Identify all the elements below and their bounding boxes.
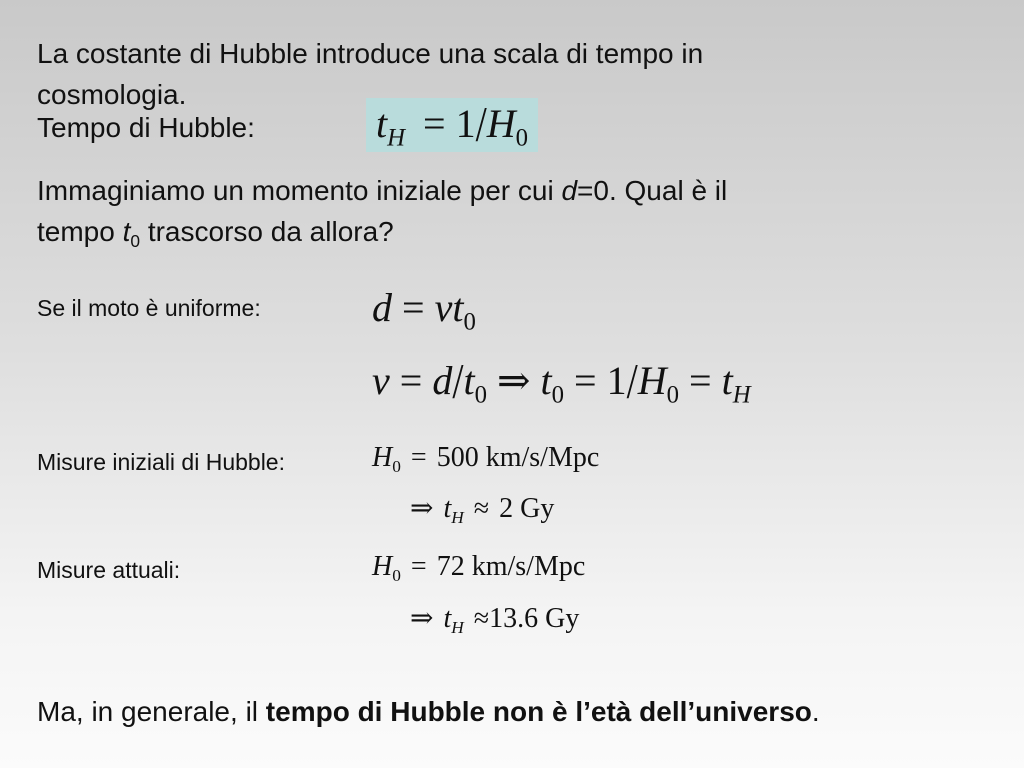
symbol-t: t xyxy=(443,493,452,524)
conclusion-emphasis: tempo di Hubble non è l’età dell’universo xyxy=(265,696,812,727)
initial-result-value: 2 Gy xyxy=(499,493,555,524)
subscript-0: 0 xyxy=(515,124,529,152)
symbol-d: d xyxy=(372,285,392,330)
equals-sign: = xyxy=(689,358,712,403)
symbol-v: v xyxy=(434,285,453,330)
uniform-equation-1 xyxy=(372,284,476,336)
uniform-label: Se il moto è uniforme: xyxy=(37,295,261,321)
equals-sign: = xyxy=(423,101,446,146)
equals-sign: = xyxy=(402,285,425,330)
symbol-t: t xyxy=(376,101,388,146)
question-t: t xyxy=(122,216,131,247)
symbol-t: t xyxy=(721,358,733,403)
question-text-b: =0. Qual è il xyxy=(577,175,728,206)
implies-arrow: ⇒ xyxy=(496,358,531,403)
fraction-slash: / xyxy=(626,352,638,409)
subscript-H: H xyxy=(451,618,464,638)
intro-line-2: cosmologia. xyxy=(37,79,187,110)
initial-H0-equation xyxy=(372,441,599,475)
symbol-t: t xyxy=(540,358,552,403)
subscript-H: H xyxy=(451,508,464,528)
subscript-0: 0 xyxy=(666,381,680,409)
question-d: d xyxy=(561,175,578,206)
question-t-sub: 0 xyxy=(130,231,141,252)
symbol-d: d xyxy=(432,358,453,403)
approx-sign: ≈ xyxy=(473,603,490,634)
current-H0-value: 72 km/s/Mpc xyxy=(436,551,586,582)
subscript-0: 0 xyxy=(463,308,476,336)
equals-sign: = xyxy=(410,551,427,582)
current-hubble-time-result xyxy=(410,602,579,636)
initial-hubble-time-result xyxy=(410,492,554,526)
equals-sign: = xyxy=(574,358,597,403)
subscript-0: 0 xyxy=(392,457,401,477)
conclusion xyxy=(37,695,820,729)
symbol-t: t xyxy=(452,285,464,330)
subscript-0: 0 xyxy=(392,566,401,586)
conclusion-text: Ma, in generale, il xyxy=(37,696,266,727)
equals-sign: = xyxy=(399,358,423,403)
symbol-t: t xyxy=(443,603,452,634)
intro-line-1: La costante di Hubble introduce una scala di tempo in xyxy=(37,38,704,69)
symbol-H: H xyxy=(372,551,393,582)
fraction-slash: / xyxy=(475,95,487,152)
symbol-v: v xyxy=(372,358,390,403)
question-line-1 xyxy=(37,174,727,208)
implies-arrow: ⇒ xyxy=(410,493,434,524)
symbol-H: H xyxy=(486,101,516,146)
subscript-0: 0 xyxy=(474,381,487,409)
equals-sign: = xyxy=(410,442,427,473)
implies-arrow: ⇒ xyxy=(410,603,434,634)
question-text-d: trascorso da allora? xyxy=(140,216,394,247)
current-H0-equation xyxy=(372,550,585,584)
question-text-c: tempo xyxy=(37,216,123,247)
initial-H0-value: 500 km/s/Mpc xyxy=(436,442,600,473)
subscript-0: 0 xyxy=(551,381,565,409)
current-result-value: 13.6 Gy xyxy=(489,603,580,634)
conclusion-period: . xyxy=(811,696,820,727)
subscript-H: H xyxy=(732,381,751,409)
approx-sign: ≈ xyxy=(473,493,490,524)
numeral-one: 1 xyxy=(606,358,627,403)
hubble-time-formula xyxy=(366,95,538,152)
symbol-H: H xyxy=(372,442,393,473)
initial-measure-label: Misure iniziali di Hubble: xyxy=(37,449,285,475)
subscript-H: H xyxy=(387,124,406,152)
uniform-equation-2 xyxy=(372,352,751,409)
question-line-2 xyxy=(37,215,394,252)
symbol-t: t xyxy=(463,358,475,403)
question-text-a: Immaginiamo un momento iniziale per cui xyxy=(37,175,562,206)
numeral-one: 1 xyxy=(455,101,476,146)
current-measure-label: Misure attuali: xyxy=(37,557,181,583)
symbol-H: H xyxy=(637,358,667,403)
fraction-slash: / xyxy=(452,352,464,409)
hubble-time-label: Tempo di Hubble: xyxy=(37,112,255,143)
